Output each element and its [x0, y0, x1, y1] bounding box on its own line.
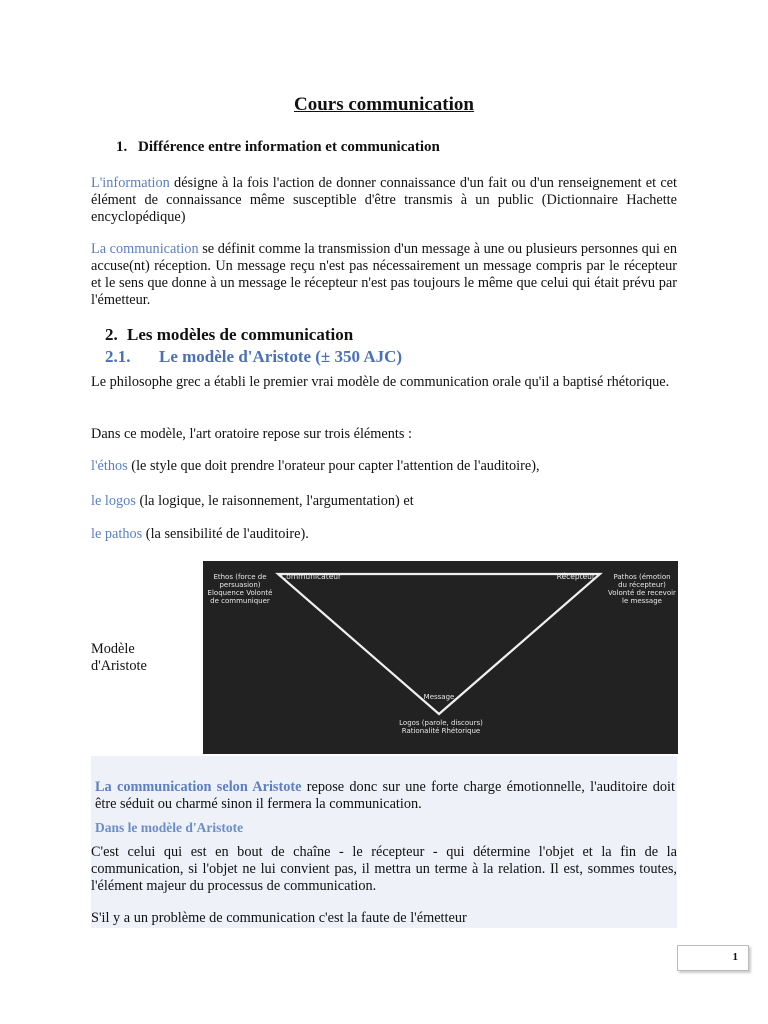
aristotle-model-diagram: [203, 561, 678, 754]
paragraph-summary: [95, 779, 675, 813]
label-pathos: Pathos (émotion du récepteur) Volonté de recevoir le message: [608, 573, 676, 605]
section-2-title: Les modèles de communication: [127, 325, 354, 344]
item-pathos: [91, 526, 309, 543]
text-communication: se définit comme la transmission d'un message à une ou plusieurs personnes qui en accuse(nt) réception. Un message reçu n'est pas nécessairement un message compris par le récepteur et le sens que donne à un message le récepteur n'est pas toujours le même que celui qui était prévu par l'émetteur.: [91, 241, 678, 308]
item-ethos: [91, 458, 540, 475]
text-logos: (la logique, le raisonnement, l'argumentation) et: [135, 493, 414, 509]
term-information: L'information: [91, 175, 170, 191]
paragraph-recepteur: C'est celui qui est en bout de chaîne - le récepteur - qui détermine l'objet et la fin de la communication, si l'objet ne lui convient pas, il mettra un terme à la relation. Il est, sommes toutes, l'élément majeur du processus de communication.: [91, 844, 677, 894]
term-logos: le logos: [91, 493, 136, 509]
section-1-number: 1.: [116, 139, 128, 155]
paragraph-information: [91, 175, 677, 226]
figure-caption: Modèle d'Aristote: [91, 641, 147, 674]
text-pathos: (la sensibilité de l'auditoire).: [142, 526, 309, 542]
item-logos: [91, 493, 414, 510]
section-2-number: 2.: [105, 325, 118, 344]
section-1-heading: [116, 139, 440, 156]
label-ethos: Ethos (force de persuasion) Eloquence Volonté de communiquer: [207, 573, 273, 605]
section-1-title: Différence entre information et communication: [138, 139, 440, 155]
text-information: désigne à la fois l'action de donner connaissance d'un fait ou d'un renseignement et cet élément de connaissance même susceptible d'être transmis à un public (Dictionnaire Hachette encyclopédique): [91, 175, 677, 225]
term-pathos: le pathos: [91, 526, 143, 542]
page-number: 1: [677, 945, 749, 971]
section-2-heading: [105, 325, 353, 345]
term-communication: La communication: [91, 241, 199, 257]
label-logos: Logos (parole, discours) Rationalité Rhétorique: [399, 719, 483, 735]
paragraph-philosophe: Le philosophe grec a établi le premier vrai modèle de communication orale qu'il a baptisé rhétorique.: [91, 374, 670, 390]
section-2-1-title: Le modèle d'Aristote (± 350 AJC): [159, 347, 403, 366]
label-message: Message: [423, 693, 455, 701]
label-recepteur: Récepteur: [556, 572, 595, 581]
label-communicateur: Communicateur: [281, 572, 342, 581]
text-ethos: (le style que doit prendre l'orateur pour capter l'attention de l'auditoire),: [127, 458, 540, 474]
text-summary: repose donc sur une forte charge émotionnelle, l'auditoire doit être séduit ou charmé sinon il fermera la communication.: [95, 779, 675, 812]
term-summary: La communication selon Aristote: [95, 779, 302, 795]
paragraph-communication: [91, 241, 677, 309]
term-ethos: l'éthos: [91, 458, 128, 474]
paragraph-probleme: S'il y a un problème de communication c'est la faute de l'émetteur: [91, 910, 467, 926]
page-title: Cours communication: [294, 94, 474, 115]
paragraph-model-intro: Dans ce modèle, l'art oratoire repose sur trois éléments :: [91, 426, 412, 442]
summary-subheading: Dans le modèle d'Aristote: [95, 820, 244, 835]
section-2-1-number: 2.1.: [105, 347, 131, 366]
section-2-1-heading: [105, 347, 402, 367]
